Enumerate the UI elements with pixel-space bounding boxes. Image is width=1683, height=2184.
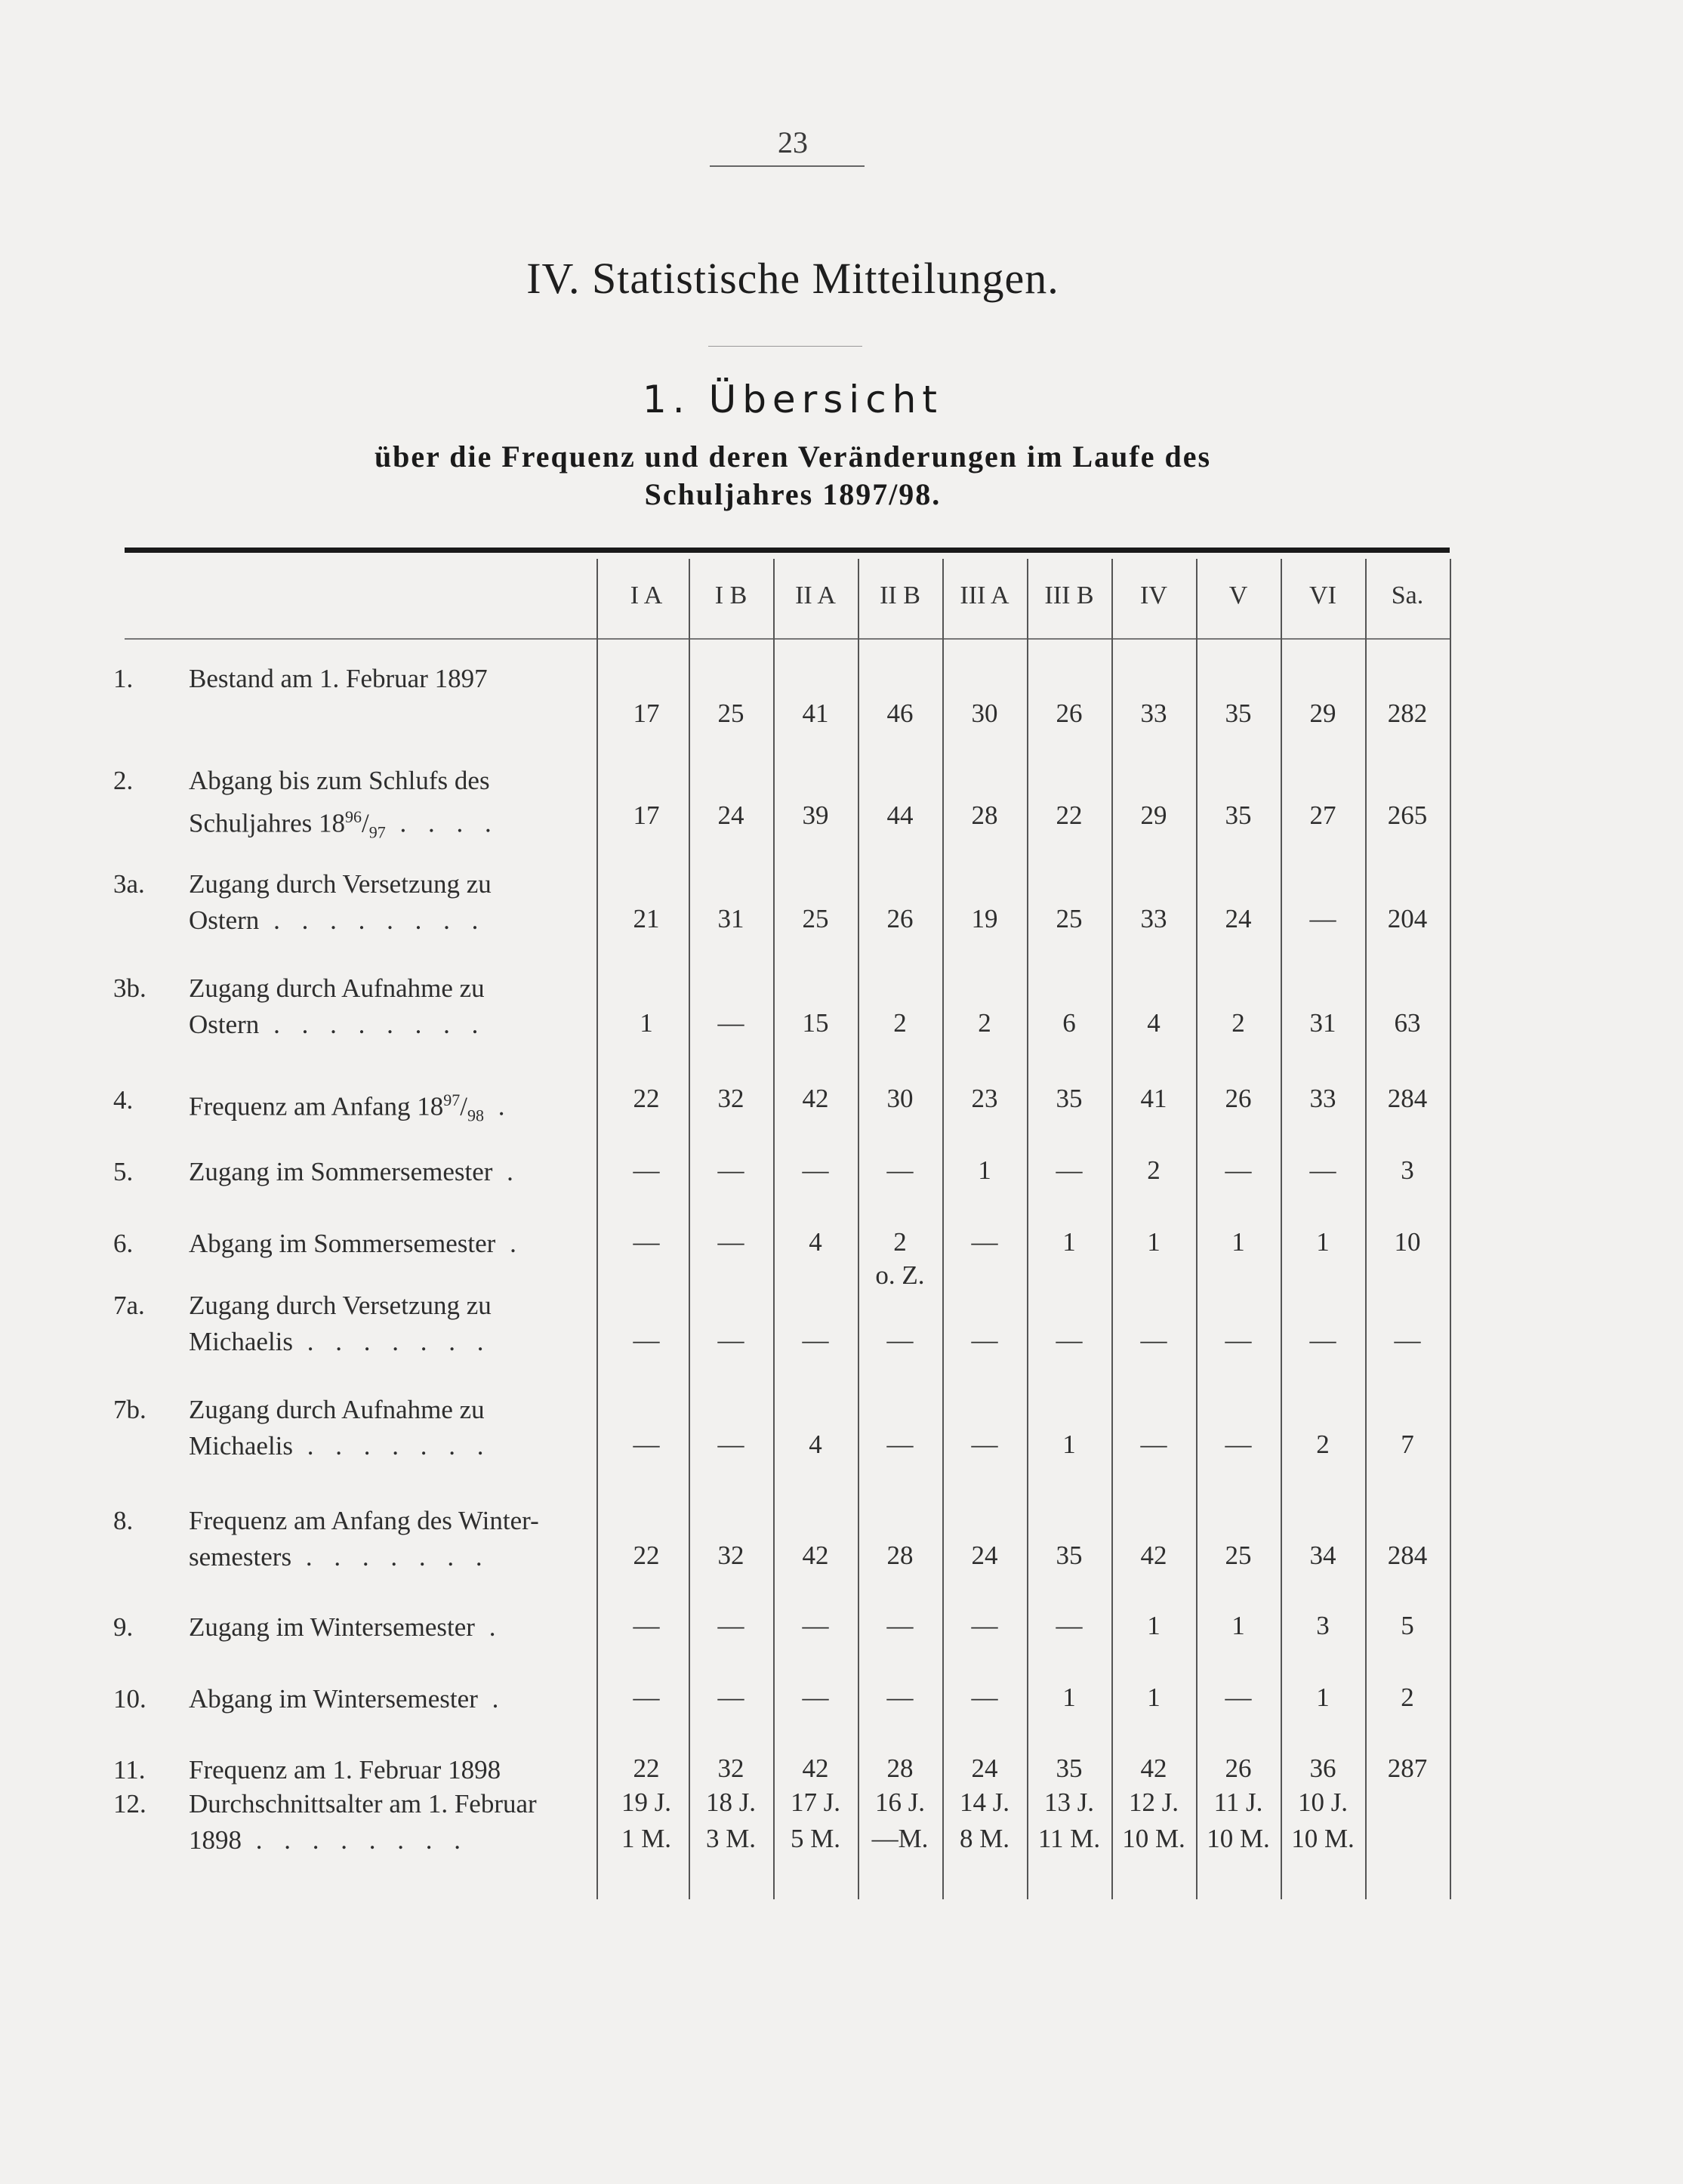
table-cell: 28 (971, 800, 998, 830)
table-cell: 1 (1062, 1430, 1076, 1459)
row-label-dots: . (492, 1157, 521, 1186)
table-cell: 32 (717, 1541, 744, 1570)
row-number: 3b. (113, 973, 146, 1003)
row-label-continued (189, 1008, 589, 1041)
table-cell: 41 (1140, 1084, 1167, 1113)
row-label-text: Zugang im Wintersemester (189, 1612, 475, 1642)
row-label-sub: 97 (368, 822, 386, 842)
table-cell: — (717, 1155, 744, 1185)
table-cell: 42 (802, 1754, 829, 1783)
row-number: 9. (113, 1612, 134, 1642)
table-cell: 32 (717, 1754, 744, 1783)
table-cell: — (717, 1683, 744, 1712)
row-label (189, 1754, 589, 1787)
table-cell: — (886, 1155, 914, 1185)
table-cell: 42 (1140, 1754, 1167, 1783)
table-cell: — (717, 1611, 744, 1640)
description-line-1: über die Frequenz und deren Veränderungen im Laufe des (374, 440, 1212, 474)
table-cell: 25 (1056, 904, 1083, 933)
table-cell: 32 (717, 1084, 744, 1113)
row-label-continued (189, 1430, 589, 1463)
age-months-cell: 8 M. (959, 1824, 1010, 1853)
row-label (189, 662, 589, 696)
table-cell: — (1225, 1683, 1252, 1712)
row-label-text: Abgang im Sommersemester (189, 1229, 496, 1258)
table-cell: 4 (809, 1430, 822, 1459)
age-months-cell: —M. (871, 1824, 929, 1853)
row-label-dots: . . . . . . . (293, 1327, 492, 1356)
table-cell: 44 (886, 800, 914, 830)
table-cell: 2 (893, 1227, 907, 1257)
row-label-sub: 98 (467, 1106, 485, 1125)
table-cell: — (1056, 1325, 1083, 1355)
table-cell: 46 (886, 699, 914, 728)
row-number: 1. (113, 664, 134, 693)
table-cell: — (802, 1155, 829, 1185)
age-years-cell: 11 J. (1213, 1788, 1263, 1817)
age-months-cell: 10 M. (1207, 1824, 1270, 1853)
table-cell: 42 (802, 1084, 829, 1113)
row-label-continued (189, 1325, 589, 1359)
page-number-rule (710, 165, 865, 167)
table-cell: — (971, 1227, 998, 1257)
table-cell: 24 (717, 800, 744, 830)
table-cell: 10 (1394, 1227, 1421, 1257)
row-label-text: Frequenz am Anfang 18 (189, 1091, 444, 1121)
table-cell: 35 (1225, 699, 1252, 728)
row-label-text: Zugang durch Versetzung zu (189, 1291, 492, 1320)
age-years-cell: 12 J. (1128, 1788, 1179, 1817)
table-cell: 3 (1316, 1611, 1330, 1640)
table-cell: 30 (971, 699, 998, 728)
table-cell: 1 (1316, 1683, 1330, 1712)
row-label-text: Schuljahres 18 (189, 808, 346, 838)
table-cell: 3 (1401, 1155, 1414, 1185)
column-header: II A (795, 581, 836, 609)
table-cell: 24 (971, 1754, 998, 1783)
table-cell: 4 (1147, 1008, 1161, 1038)
row-number: 7b. (113, 1395, 146, 1424)
row-label-dots: . . . . (385, 808, 499, 838)
row-number: 2. (113, 766, 134, 795)
row-label (189, 1683, 589, 1716)
table-cell: — (1225, 1325, 1252, 1355)
table-cell: 1 (1147, 1683, 1161, 1712)
row-label-text: Zugang durch Aufnahme zu (189, 1395, 485, 1424)
column-header: VI (1309, 581, 1336, 609)
row-label-text: 1898 (189, 1825, 242, 1855)
table-cell: — (717, 1430, 744, 1459)
table-cell: — (1056, 1611, 1083, 1640)
row-label-dots: . (484, 1091, 513, 1121)
row-label-text: Michaelis (189, 1327, 294, 1356)
row-label-dots: . . . . . . . (291, 1542, 490, 1572)
table-cell: — (633, 1227, 660, 1257)
age-months-cell: 11 M. (1037, 1824, 1101, 1853)
row-label-continued (189, 904, 589, 937)
table-cell: 2 (1401, 1683, 1414, 1712)
table-cell: 2 (1231, 1008, 1245, 1038)
table-cell: 33 (1140, 699, 1167, 728)
row-number: 8. (113, 1506, 134, 1535)
table-cell: 19 (971, 904, 998, 933)
table-cell: 23 (971, 1084, 998, 1113)
row-label-text: Michaelis (189, 1431, 294, 1461)
column-divider (1450, 559, 1451, 1899)
table-cell: — (1225, 1155, 1252, 1185)
table-cell: 26 (886, 904, 914, 933)
section-title: 1. Übersicht (643, 378, 943, 421)
table-cell: 34 (1309, 1541, 1336, 1570)
row-label (189, 1393, 589, 1427)
table-cell: 1 (1231, 1227, 1245, 1257)
row-label-continued (189, 1824, 589, 1857)
table-cell: 22 (1056, 800, 1083, 830)
table-cell: 2 (1147, 1155, 1161, 1185)
column-header: IV (1140, 581, 1167, 609)
table-cell: 24 (971, 1541, 998, 1570)
table-cell: 42 (802, 1541, 829, 1570)
table-cell: — (633, 1611, 660, 1640)
row-label-dots: . (495, 1229, 524, 1258)
row-number: 6. (113, 1229, 134, 1258)
table-cell: 35 (1056, 1541, 1083, 1570)
table-cell: 25 (1225, 1541, 1252, 1570)
table-cell: — (971, 1683, 998, 1712)
table-cell: 284 (1387, 1084, 1428, 1113)
table-cell: 204 (1387, 904, 1428, 933)
table-cell: 1 (1147, 1227, 1161, 1257)
table-cell: 7 (1401, 1430, 1414, 1459)
table-cell: 28 (886, 1754, 914, 1783)
table-cell: — (1140, 1325, 1167, 1355)
table-cell: 15 (802, 1008, 829, 1038)
row-label (189, 868, 589, 901)
table-cell: 17 (633, 800, 660, 830)
table-cell: — (717, 1325, 744, 1355)
table-cell: — (886, 1611, 914, 1640)
table-cell: — (717, 1008, 744, 1038)
row-number: 10. (113, 1684, 146, 1714)
row-label-dots: . . . . . . . . (259, 1010, 486, 1039)
table-cell: 33 (1309, 1084, 1336, 1113)
table-cell: — (802, 1683, 829, 1712)
row-label-sup: 96 (345, 807, 362, 826)
column-header: III A (960, 581, 1009, 609)
age-months-cell: 1 M. (621, 1824, 672, 1853)
column-header: II B (880, 581, 920, 609)
age-months-cell: 10 M. (1122, 1824, 1185, 1853)
table-cell: 1 (978, 1155, 991, 1185)
table-cell: 63 (1394, 1008, 1421, 1038)
row-label-text: Zugang im Sommersemester (189, 1157, 493, 1186)
column-divider (596, 559, 598, 1899)
table-cell: 2 (893, 1008, 907, 1038)
table-cell: — (971, 1430, 998, 1459)
column-header: I A (630, 581, 663, 609)
header-rule (125, 638, 1450, 640)
column-header: Sa. (1391, 581, 1424, 609)
row-label-text: Durchschnittsalter am 1. Februar (189, 1789, 537, 1818)
table-cell: 24 (1225, 904, 1252, 933)
table-cell: 27 (1309, 800, 1336, 830)
table-cell: — (886, 1430, 914, 1459)
row-label-text: Ostern (189, 1010, 260, 1039)
table-cell: 33 (1140, 904, 1167, 933)
row-label-sup: 97 (443, 1090, 461, 1109)
row-number: 4. (113, 1085, 134, 1115)
row-number: 7a. (113, 1291, 145, 1320)
table-cell: 21 (633, 904, 660, 933)
section-description (189, 438, 1397, 514)
table-cell: — (1140, 1430, 1167, 1459)
table-cell: — (1309, 904, 1336, 933)
row-label (189, 1155, 589, 1189)
table-cell: 284 (1387, 1541, 1428, 1570)
table-cell: 41 (802, 699, 829, 728)
table-cell: — (802, 1325, 829, 1355)
row-label-text: Frequenz am Anfang des Winter- (189, 1506, 539, 1535)
age-years-cell: 14 J. (959, 1788, 1010, 1817)
table-cell: — (717, 1227, 744, 1257)
description-line-2: Schuljahres 1897/98. (644, 477, 942, 511)
row-label-dots: . . . . . . . . (242, 1825, 468, 1855)
age-years-cell: 18 J. (705, 1788, 757, 1817)
table-cell: 28 (886, 1541, 914, 1570)
column-header: V (1228, 581, 1248, 609)
row-label-text: Zugang durch Versetzung zu (189, 869, 492, 899)
age-months-cell: 3 M. (705, 1824, 757, 1853)
row-label-dots: . . . . . . . (293, 1431, 492, 1461)
age-years-cell: 19 J. (621, 1788, 672, 1817)
table-cell: 1 (640, 1008, 653, 1038)
title-rule (708, 346, 862, 347)
table-cell: 6 (1062, 1008, 1076, 1038)
table-cell: 26 (1225, 1754, 1252, 1783)
row-number: 3a. (113, 869, 145, 899)
row-label-text: Ostern (189, 905, 260, 935)
table-top-rule (125, 548, 1450, 553)
table-cell: 1 (1062, 1227, 1076, 1257)
row-label-continued (189, 800, 589, 850)
age-years-cell: 13 J. (1043, 1788, 1095, 1817)
row-label-continued (189, 1541, 589, 1574)
table-cell: 29 (1140, 800, 1167, 830)
row-label-dots: . . . . . . . . (259, 905, 486, 935)
row-label-text: Zugang durch Aufnahme zu (189, 973, 485, 1003)
age-years-cell: 17 J. (790, 1788, 841, 1817)
table-cell: 2 (1316, 1430, 1330, 1459)
table-cell: — (633, 1325, 660, 1355)
age-months-cell: 5 M. (790, 1824, 841, 1853)
row-label-slash: / (362, 808, 369, 838)
table-cell: 35 (1225, 800, 1252, 830)
table-cell: 22 (633, 1754, 660, 1783)
row-label (189, 972, 589, 1005)
row-number: 12. (113, 1789, 146, 1818)
table-cell: — (1394, 1325, 1421, 1355)
table-cell: — (633, 1155, 660, 1185)
table-cell: — (886, 1325, 914, 1355)
row-number: 11. (113, 1755, 146, 1785)
row-label (189, 1289, 589, 1322)
table-cell: 25 (717, 699, 744, 728)
row-label (189, 1504, 589, 1538)
table-cell: 1 (1231, 1611, 1245, 1640)
table-cell: 42 (1140, 1541, 1167, 1570)
table-cell: — (886, 1683, 914, 1712)
table-cell: 287 (1387, 1754, 1428, 1783)
row-label-dots: . (474, 1612, 504, 1642)
table-cell: 282 (1387, 699, 1428, 728)
column-header: III B (1044, 581, 1094, 609)
row-label-text: Abgang im Wintersemester (189, 1684, 478, 1714)
table-cell: 22 (633, 1084, 660, 1113)
column-header: I B (714, 581, 747, 609)
table-cell: — (633, 1430, 660, 1459)
table-cell: 5 (1401, 1611, 1414, 1640)
row-label-text: semesters (189, 1542, 292, 1572)
table-cell: 26 (1225, 1084, 1252, 1113)
table-cell: 22 (633, 1541, 660, 1570)
table-cell-note: o. Z. (875, 1260, 925, 1290)
table-cell: — (1309, 1325, 1336, 1355)
table-cell: 30 (886, 1084, 914, 1113)
table-cell: 1 (1316, 1227, 1330, 1257)
table-cell: 35 (1056, 1084, 1083, 1113)
row-number: 5. (113, 1157, 134, 1186)
table-cell: 1 (1062, 1683, 1076, 1712)
table-cell: 36 (1309, 1754, 1336, 1783)
row-label-text: Frequenz am 1. Februar 1898 (189, 1755, 501, 1785)
table-cell: 29 (1309, 699, 1336, 728)
row-label (189, 1227, 589, 1260)
row-label-text: Abgang bis zum Schlufs des (189, 766, 490, 795)
table-cell: 4 (809, 1227, 822, 1257)
table-cell: 25 (802, 904, 829, 933)
table-cell: — (1225, 1430, 1252, 1459)
row-label-text: Bestand am 1. Februar 1897 (189, 664, 488, 693)
table-cell: 31 (717, 904, 744, 933)
table-cell: 17 (633, 699, 660, 728)
table-cell: 31 (1309, 1008, 1336, 1038)
row-label (189, 764, 589, 797)
table-cell: 26 (1056, 699, 1083, 728)
table-cell: — (971, 1325, 998, 1355)
row-label-dots: . (477, 1684, 507, 1714)
age-months-cell: 10 M. (1291, 1824, 1355, 1853)
page-number: 23 (778, 125, 808, 159)
table-cell: 2 (978, 1008, 991, 1038)
row-label (189, 1788, 589, 1821)
row-label (189, 1084, 589, 1133)
page-title: IV. Statistische Mitteilungen. (526, 254, 1059, 303)
row-label-slash: / (460, 1091, 468, 1121)
table-cell: — (1309, 1155, 1336, 1185)
table-cell: 1 (1147, 1611, 1161, 1640)
table-cell: 265 (1387, 800, 1428, 830)
table-cell: — (1056, 1155, 1083, 1185)
table-cell: — (633, 1683, 660, 1712)
row-label (189, 1611, 589, 1644)
age-years-cell: 10 J. (1297, 1788, 1349, 1817)
age-years-cell: 16 J. (874, 1788, 926, 1817)
table-cell: 39 (802, 800, 829, 830)
table-cell: 35 (1056, 1754, 1083, 1783)
table-cell: — (802, 1611, 829, 1640)
table-cell: — (971, 1611, 998, 1640)
